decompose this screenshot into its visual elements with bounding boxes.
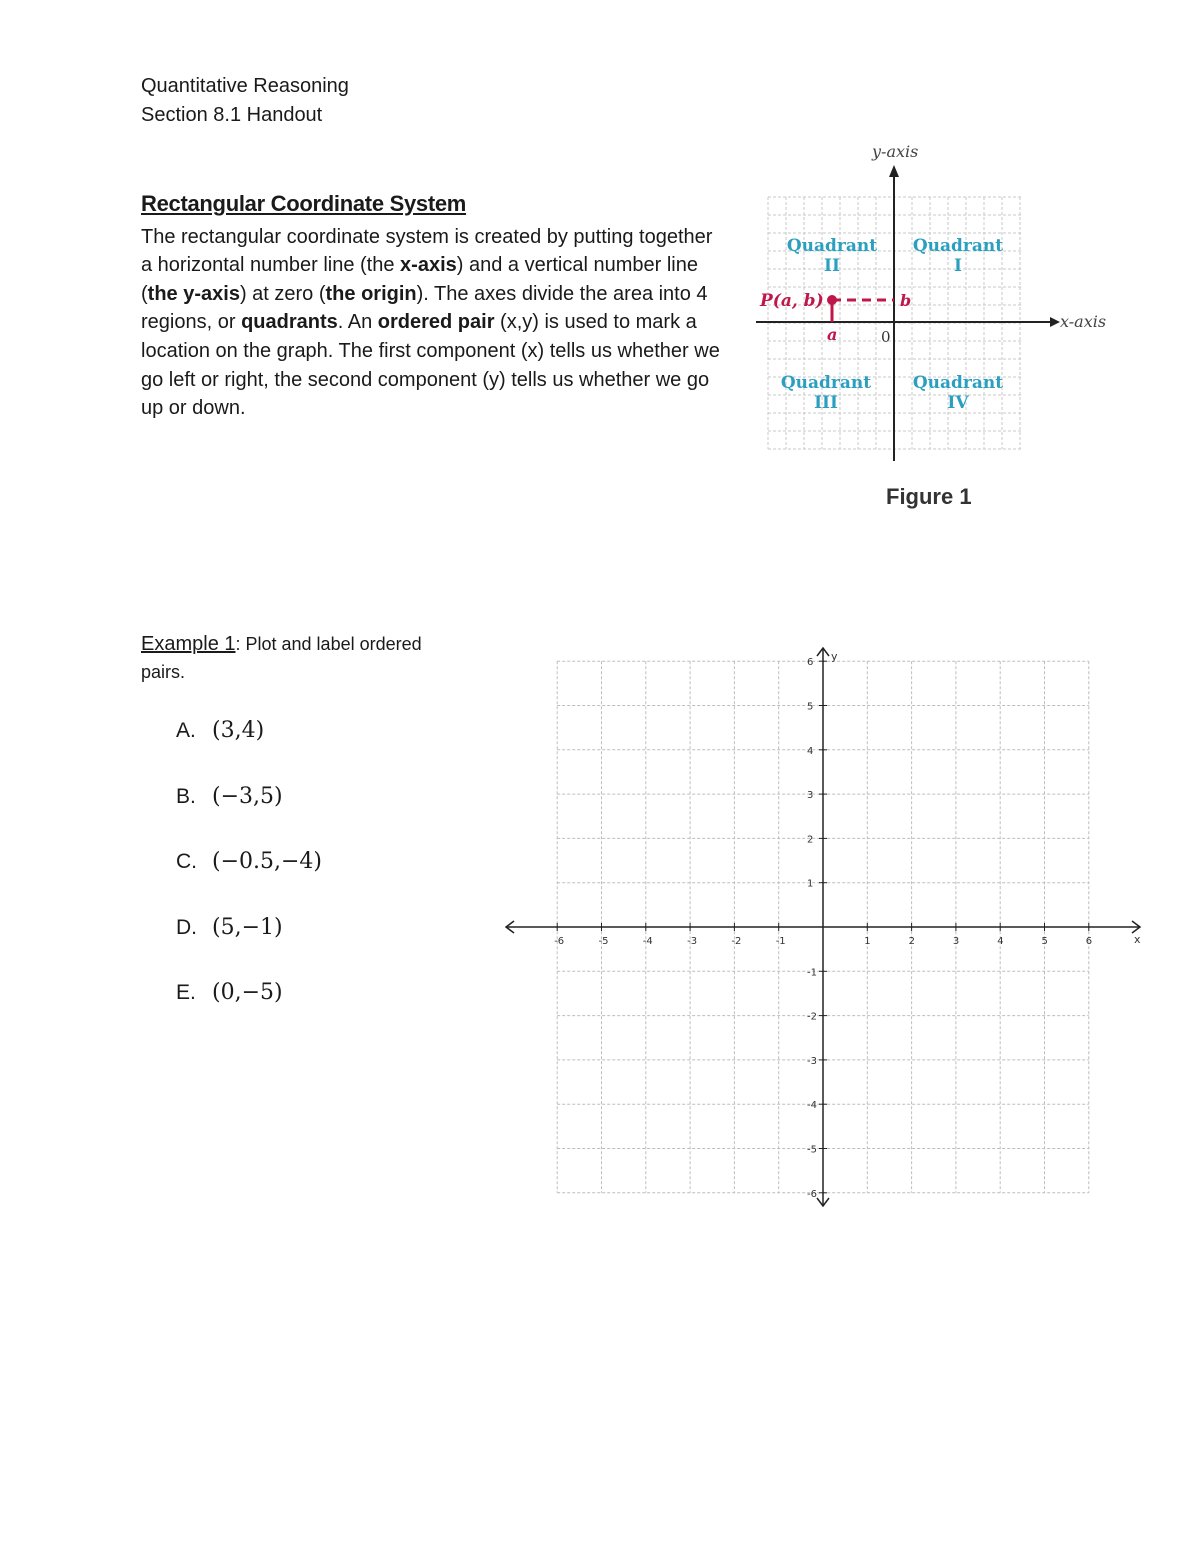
x-tick-label: -2 [731,936,742,947]
ordered-pairs-list [176,718,322,1046]
x-tick-label: -1 [775,936,786,947]
term-x-axis: x-axis [400,254,457,277]
list-item [176,784,322,850]
intro-text-2: ) and a vertical number line ( [141,254,698,305]
intro-section [141,190,721,423]
choice-pair: (5,−1) [212,914,283,940]
x-tick-label: 4 [997,936,1004,947]
x-tick-label: 3 [952,936,960,947]
term-quadrants: quadrants [241,311,338,334]
grid-x-axis-label: x [1134,933,1141,946]
choice-pair: (−3,5) [212,783,283,809]
y-tick-label: 1 [807,878,814,890]
x-tick-label: -4 [642,936,653,947]
quadrant-4-numeral: IV [947,393,969,413]
term-ordered-pair: ordered pair [377,311,495,334]
figure-1-quadrant-diagram [750,135,1120,475]
x-tick-label: -3 [687,936,698,947]
figure-1-x-arrow-icon [1050,317,1060,327]
y-tick-label: -3 [807,1055,817,1067]
list-item [176,980,322,1046]
x-tick-label: 5 [1041,936,1048,947]
y-tick-label: 6 [807,657,814,669]
list-item [176,849,322,915]
figure-1-y-axis-label: y-axis [872,142,919,161]
quadrant-2-numeral: II [824,256,840,276]
section-title: Section 8.1 Handout [141,104,323,126]
example-1-label: Example 1 [141,633,236,655]
point-p-label: P(a, b) [760,291,824,311]
figure-1-origin-label: 0 [881,328,891,346]
choice-letter: A. [176,719,196,742]
x-tick-label: -5 [598,936,609,947]
choice-letter: B. [176,784,196,808]
point-a-label: a [827,325,838,344]
course-title: Quantitative Reasoning [141,75,349,97]
grid-y-axis-label: y [831,650,838,663]
choice-letter: D. [176,915,197,939]
figure-1-caption: Figure 1 [886,484,972,509]
plotting-grid [500,640,1160,1220]
quadrant-1-numeral: I [954,256,962,276]
intro-text-3: ) at zero ( [239,282,326,305]
x-tick-label: 6 [1085,936,1093,947]
x-tick-label: 2 [908,936,915,947]
choice-letter: E. [176,981,196,1004]
document-header [141,72,349,130]
choice-pair: (−0.5,−4) [212,849,323,874]
figure-1-y-arrow-icon [889,165,899,177]
intro-heading: Rectangular Coordinate System [141,191,467,216]
choice-pair: (0,−5) [212,980,283,1005]
intro-paragraph [141,223,721,423]
y-tick-label: -5 [807,1144,817,1156]
point-b-label: b [900,291,912,310]
y-tick-labels [807,657,817,1200]
quadrant-3-numeral: III [814,393,838,413]
y-tick-label: 5 [807,701,814,713]
intro-text-5: . An [337,311,378,334]
intro-text-4: ). The axes divide the area into 4 regions, or [141,282,708,334]
quadrant-2-word: Quadrant [786,236,878,256]
y-tick-label: 2 [807,834,814,846]
point-p-marker [827,295,837,305]
y-tick-label: 4 [807,745,814,757]
choice-pair: (3,4) [212,718,265,743]
y-tick-label: -1 [807,967,817,979]
example-1-prompt [141,630,461,686]
intro-text-1: The rectangular coordinate system is created by putting together a horizontal number line (the [141,225,713,277]
y-tick-label: -4 [807,1100,817,1112]
intro-text-6: (x,y) is used to mark a location on the graph. The first component (x) tells us whether we go left or right, the second component (y) tells us whether we go up or down. [141,311,720,420]
x-tick-label: 1 [864,936,871,947]
y-tick-label: -6 [807,1188,817,1200]
term-y-axis: the y-axis [147,282,240,305]
term-origin: the origin [325,282,417,305]
quadrant-1-word: Quadrant [912,236,1004,256]
example-1-instruction: : Plot and label ordered pairs. [141,634,422,682]
y-tick-label: -2 [807,1011,817,1023]
list-item [176,718,322,784]
quadrant-4-word: Quadrant [912,373,1004,393]
choice-letter: C. [176,850,197,873]
figure-1-x-axis-label: x-axis [1060,312,1107,331]
list-item [176,915,322,981]
x-tick-label: -6 [554,936,565,947]
y-tick-label: 3 [807,790,814,802]
quadrant-3-word: Quadrant [780,373,872,393]
